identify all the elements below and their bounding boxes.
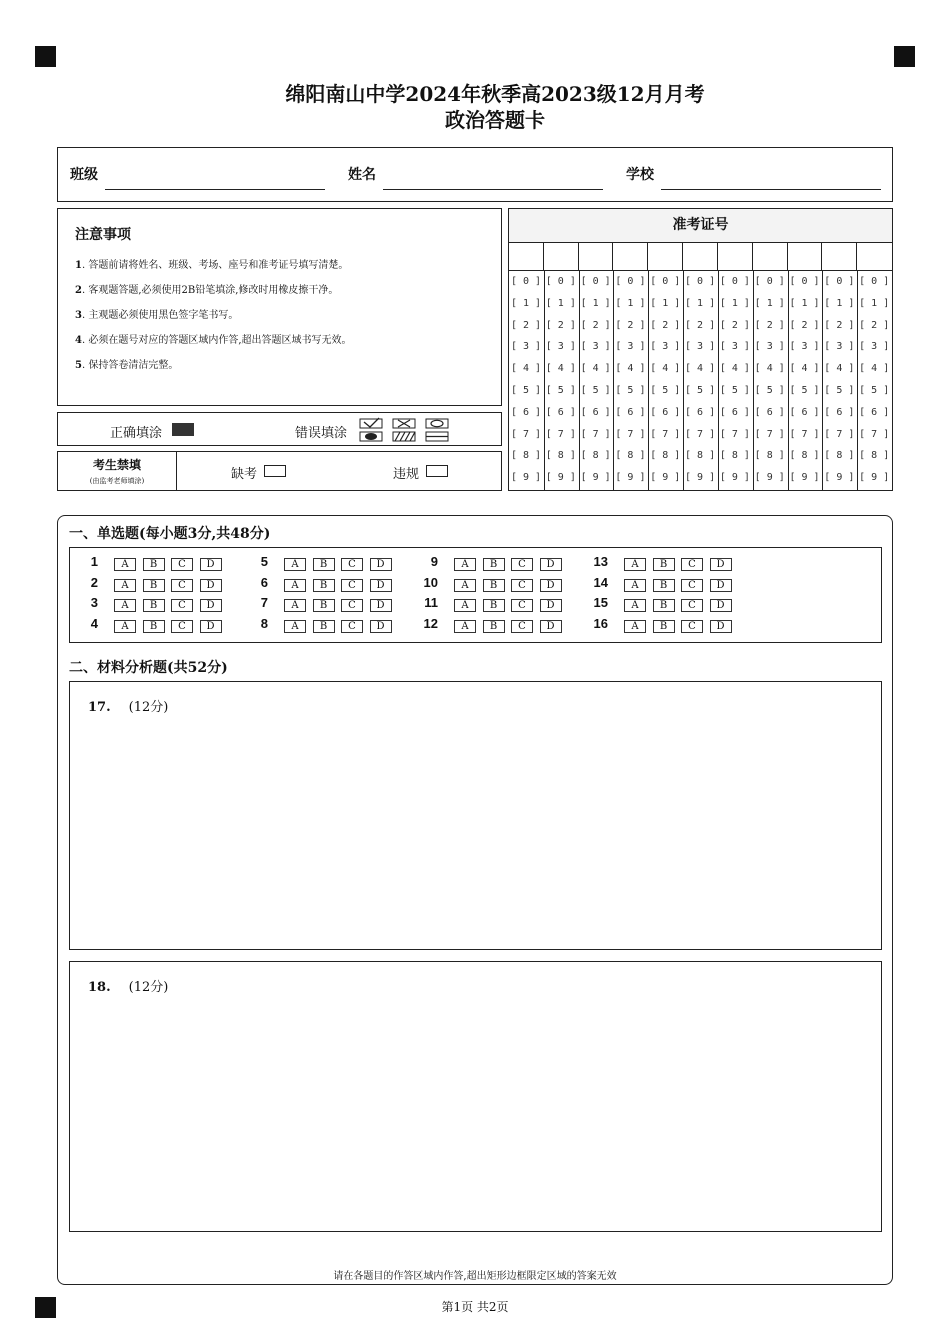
answer-bubble[interactable]: B bbox=[483, 558, 505, 571]
answer-bubble[interactable]: B bbox=[653, 620, 675, 633]
exam-id-bubble[interactable]: [ 8 ] bbox=[580, 450, 611, 462]
exam-id-write-cell[interactable] bbox=[822, 243, 857, 271]
answer-bubble[interactable]: A bbox=[284, 579, 306, 592]
answer-bubble[interactable]: C bbox=[171, 599, 193, 612]
answer-bubble[interactable]: B bbox=[653, 599, 675, 612]
section1-title: 一、单选题(每小题3分,共48分) bbox=[69, 526, 271, 542]
answer-bubble[interactable]: A bbox=[284, 558, 306, 571]
exam-id-bubble[interactable]: [ 1 ] bbox=[754, 297, 785, 309]
exam-id-bubble[interactable]: [ 1 ] bbox=[685, 297, 716, 309]
exam-id-bubble[interactable]: [ 5 ] bbox=[545, 385, 576, 396]
exam-id-bubble[interactable]: [ 2 ] bbox=[789, 319, 820, 331]
answer-bubble[interactable]: B bbox=[143, 558, 165, 571]
question-number: 14 bbox=[593, 574, 608, 590]
answer-bubble[interactable]: D bbox=[200, 620, 222, 633]
exam-id-bubble[interactable]: [ 5 ] bbox=[789, 385, 820, 396]
exam-id-bubble[interactable]: [ 0 ] bbox=[859, 276, 890, 287]
answer-bubble[interactable]: D bbox=[710, 620, 732, 633]
page-number: 第1页 共2页 bbox=[441, 1300, 509, 1314]
exam-id-bubble[interactable]: [ 3 ] bbox=[650, 341, 681, 353]
exam-id-bubble[interactable]: [ 6 ] bbox=[754, 406, 785, 418]
exam-id-bubble[interactable]: [ 3 ] bbox=[789, 341, 820, 353]
restricted-box bbox=[57, 451, 502, 491]
name-field[interactable] bbox=[383, 189, 603, 190]
corner-marker-top-left bbox=[35, 46, 56, 67]
exam-id-bubble[interactable]: [ 5 ] bbox=[510, 385, 542, 396]
exam-id-bubble[interactable]: [ 0 ] bbox=[650, 276, 681, 287]
answer-bubble[interactable]: B bbox=[313, 620, 335, 633]
answer-bubble[interactable]: D bbox=[200, 558, 222, 571]
note-item-4: 4. 必须在题号对应的答题区域内作答,超出答题区域书写无效。 bbox=[75, 335, 352, 346]
exam-id-bubble[interactable]: [ 7 ] bbox=[615, 428, 646, 440]
answer-bubble[interactable]: C bbox=[171, 620, 193, 633]
exam-id-bubble[interactable]: [ 0 ] bbox=[510, 276, 542, 287]
answer-bubble[interactable]: A bbox=[114, 599, 136, 612]
name-label: 姓名 bbox=[348, 167, 376, 183]
section2-title: 二、材料分析题(共52分) bbox=[69, 660, 228, 676]
question-number: 16 bbox=[593, 615, 608, 631]
exam-id-bubble[interactable]: [ 4 ] bbox=[510, 363, 542, 375]
exam-id-bubble[interactable]: [ 6 ] bbox=[685, 406, 716, 418]
exam-id-bubble[interactable]: [ 1 ] bbox=[615, 297, 646, 309]
exam-id-write-cell[interactable] bbox=[579, 243, 614, 271]
exam-id-bubble[interactable]: [ 5 ] bbox=[754, 385, 785, 396]
exam-id-bubble[interactable]: [ 2 ] bbox=[685, 319, 716, 331]
exam-id-bubble[interactable]: [ 3 ] bbox=[580, 341, 611, 353]
question-number: 3 bbox=[90, 595, 98, 610]
exam-id-bubble[interactable]: [ 4 ] bbox=[789, 363, 820, 375]
answer-bubble[interactable]: D bbox=[370, 599, 392, 612]
answer-bubble[interactable]: B bbox=[143, 620, 165, 633]
exam-id-bubble[interactable]: [ 8 ] bbox=[650, 450, 681, 462]
exam-id-write-cell[interactable] bbox=[718, 243, 753, 271]
exam-id-bubble[interactable]: [ 8 ] bbox=[685, 450, 716, 462]
exam-id-bubble[interactable]: [ 1 ] bbox=[580, 297, 611, 309]
q17-answer-box[interactable] bbox=[69, 681, 882, 950]
exam-id-bubble[interactable]: [ 5 ] bbox=[719, 385, 750, 396]
note-item-5: 5. 保持答卷清洁完整。 bbox=[75, 360, 179, 371]
exam-id-box bbox=[508, 208, 893, 491]
exam-id-bubble[interactable]: [ 7 ] bbox=[754, 428, 785, 440]
exam-id-bubble[interactable]: [ 1 ] bbox=[859, 297, 890, 309]
exam-id-bubble[interactable]: [ 4 ] bbox=[580, 363, 611, 375]
exam-id-bubble[interactable]: [ 2 ] bbox=[824, 319, 855, 331]
exam-id-bubble[interactable]: [ 7 ] bbox=[545, 428, 576, 440]
exam-id-bubble[interactable]: [ 5 ] bbox=[580, 385, 611, 396]
exam-id-bubble[interactable]: [ 7 ] bbox=[719, 428, 750, 440]
exam-id-bubble[interactable]: [ 0 ] bbox=[615, 276, 646, 287]
absent-checkbox[interactable] bbox=[264, 465, 286, 477]
exam-id-bubble[interactable]: [ 3 ] bbox=[510, 341, 542, 353]
exam-id-bubble[interactable]: [ 1 ] bbox=[824, 297, 855, 309]
exam-id-bubble[interactable]: [ 4 ] bbox=[650, 363, 681, 375]
exam-id-bubble[interactable]: [ 1 ] bbox=[789, 297, 820, 309]
violation-checkbox[interactable] bbox=[426, 465, 448, 477]
question-number: 11 bbox=[424, 595, 438, 610]
absent-label: 缺考 bbox=[231, 467, 258, 482]
exam-id-bubble[interactable]: [ 7 ] bbox=[650, 428, 681, 440]
footer-notice: 请在各题目的作答区域内作答,超出矩形边框限定区域的答案无效 bbox=[333, 1271, 617, 1282]
class-field[interactable] bbox=[105, 189, 325, 190]
answer-bubble[interactable]: C bbox=[511, 620, 533, 633]
q17-label: 17. (12分) bbox=[88, 700, 169, 715]
exam-id-bubble[interactable]: [ 0 ] bbox=[685, 276, 716, 287]
answer-bubble[interactable]: D bbox=[710, 558, 732, 571]
answer-bubble[interactable]: C bbox=[341, 599, 363, 612]
answer-bubble[interactable]: B bbox=[483, 599, 505, 612]
exam-id-bubble[interactable]: [ 9 ] bbox=[685, 472, 716, 484]
question-number: 4 bbox=[90, 615, 98, 631]
answer-bubble[interactable]: D bbox=[710, 579, 732, 592]
answer-bubble[interactable]: B bbox=[143, 579, 165, 592]
exam-id-bubble[interactable]: [ 3 ] bbox=[754, 341, 785, 353]
exam-id-bubble[interactable]: [ 7 ] bbox=[510, 428, 542, 440]
question-number: 5 bbox=[260, 554, 268, 569]
answer-bubble[interactable]: A bbox=[454, 558, 476, 571]
exam-id-bubble[interactable]: [ 2 ] bbox=[650, 319, 681, 331]
exam-id-bubble[interactable]: [ 9 ] bbox=[650, 472, 681, 484]
exam-id-bubble[interactable]: [ 4 ] bbox=[754, 363, 785, 375]
question-number: 6 bbox=[260, 574, 268, 590]
answer-bubble[interactable]: B bbox=[653, 558, 675, 571]
wrong-fill-label: 错误填涂 bbox=[295, 426, 348, 441]
exam-id-bubble[interactable]: [ 6 ] bbox=[615, 406, 646, 418]
question-number: 9 bbox=[430, 554, 438, 569]
exam-id-bubble[interactable]: [ 8 ] bbox=[859, 450, 890, 462]
exam-id-write-cell[interactable] bbox=[788, 243, 823, 271]
exam-id-bubble[interactable]: [ 7 ] bbox=[824, 428, 855, 440]
answer-bubble[interactable]: B bbox=[483, 620, 505, 633]
exam-id-write-cell[interactable] bbox=[753, 243, 788, 271]
exam-id-bubble[interactable]: [ 2 ] bbox=[859, 319, 890, 331]
exam-id-bubble[interactable]: [ 5 ] bbox=[650, 385, 681, 396]
exam-id-bubble[interactable]: [ 9 ] bbox=[789, 472, 820, 484]
exam-id-bubble[interactable]: [ 2 ] bbox=[545, 319, 576, 331]
answer-bubble[interactable]: D bbox=[540, 579, 562, 592]
exam-id-bubble[interactable]: [ 1 ] bbox=[545, 297, 576, 309]
exam-id-bubble[interactable]: [ 6 ] bbox=[789, 406, 820, 418]
exam-id-bubble[interactable]: [ 0 ] bbox=[545, 276, 576, 287]
exam-id-bubble[interactable]: [ 6 ] bbox=[545, 406, 576, 418]
fill-example-box bbox=[57, 412, 502, 446]
answer-bubble[interactable]: A bbox=[454, 579, 476, 592]
notes-heading: 注意事项 bbox=[75, 227, 131, 243]
answer-bubble[interactable]: A bbox=[624, 558, 646, 571]
answer-bubble[interactable]: A bbox=[284, 599, 306, 612]
exam-id-bubble[interactable]: [ 6 ] bbox=[719, 406, 750, 418]
exam-id-bubble[interactable]: [ 2 ] bbox=[719, 319, 750, 331]
answer-bubble[interactable]: C bbox=[341, 620, 363, 633]
answer-bubble[interactable]: A bbox=[624, 599, 646, 612]
exam-id-bubble[interactable]: [ 8 ] bbox=[789, 450, 820, 462]
exam-id-bubble[interactable]: [ 4 ] bbox=[719, 363, 750, 375]
answer-bubble[interactable]: C bbox=[681, 558, 703, 571]
question-number: 15 bbox=[593, 595, 608, 610]
answer-bubble[interactable]: C bbox=[681, 620, 703, 633]
exam-id-bubble[interactable]: [ 1 ] bbox=[510, 297, 542, 309]
question-number: 8 bbox=[260, 615, 268, 631]
exam-id-write-cell[interactable] bbox=[509, 243, 544, 271]
school-label: 学校 bbox=[626, 167, 654, 183]
exam-id-bubble[interactable]: [ 7 ] bbox=[859, 428, 890, 440]
answer-bubble[interactable]: C bbox=[171, 579, 193, 592]
answer-bubble[interactable]: A bbox=[624, 579, 646, 592]
answer-bubble[interactable]: C bbox=[341, 579, 363, 592]
exam-id-bubble[interactable]: [ 7 ] bbox=[789, 428, 820, 440]
exam-id-bubble[interactable]: [ 9 ] bbox=[824, 472, 855, 484]
school-field[interactable] bbox=[661, 189, 881, 190]
exam-id-bubble[interactable]: [ 3 ] bbox=[545, 341, 576, 353]
exam-id-bubble[interactable]: [ 8 ] bbox=[510, 450, 542, 462]
exam-id-bubble[interactable]: [ 6 ] bbox=[580, 406, 611, 418]
question-number: 2 bbox=[90, 574, 98, 590]
exam-id-bubble[interactable]: [ 6 ] bbox=[824, 406, 855, 418]
answer-bubble[interactable]: C bbox=[681, 579, 703, 592]
corner-marker-top-right bbox=[894, 46, 915, 67]
exam-id-bubble[interactable]: [ 1 ] bbox=[650, 297, 681, 309]
exam-id-bubble[interactable]: [ 0 ] bbox=[754, 276, 785, 287]
answer-bubble[interactable]: D bbox=[370, 558, 392, 571]
exam-id-bubble[interactable]: [ 3 ] bbox=[824, 341, 855, 353]
answer-bubble[interactable]: D bbox=[200, 579, 222, 592]
answer-bubble[interactable]: D bbox=[540, 620, 562, 633]
answer-bubble[interactable]: D bbox=[200, 599, 222, 612]
exam-id-bubble[interactable]: [ 7 ] bbox=[580, 428, 611, 440]
exam-id-bubble[interactable]: [ 6 ] bbox=[510, 406, 542, 418]
answer-bubble[interactable]: C bbox=[681, 599, 703, 612]
answer-bubble[interactable]: C bbox=[341, 558, 363, 571]
exam-id-bubble[interactable]: [ 9 ] bbox=[580, 472, 611, 484]
correct-fill-sample bbox=[172, 423, 194, 436]
answer-bubble[interactable]: C bbox=[511, 599, 533, 612]
exam-id-bubble[interactable]: [ 5 ] bbox=[824, 385, 855, 396]
restricted-subtitle: (由监考老师填涂) bbox=[89, 477, 145, 485]
exam-id-bubble[interactable]: [ 3 ] bbox=[615, 341, 646, 353]
exam-id-bubble[interactable]: [ 9 ] bbox=[510, 472, 542, 484]
exam-id-bubble[interactable]: [ 8 ] bbox=[824, 450, 855, 462]
restricted-title: 考生禁填 bbox=[92, 458, 141, 472]
exam-id-bubble[interactable]: [ 2 ] bbox=[754, 319, 785, 331]
answer-bubble[interactable]: D bbox=[540, 558, 562, 571]
exam-id-write-cell[interactable] bbox=[544, 243, 579, 271]
exam-id-write-cell[interactable] bbox=[613, 243, 648, 271]
exam-id-bubble[interactable]: [ 4 ] bbox=[685, 363, 716, 375]
exam-id-write-cell[interactable] bbox=[648, 243, 683, 271]
exam-id-bubble[interactable]: [ 6 ] bbox=[859, 406, 890, 418]
page-subtitle: 政治答题卡 bbox=[445, 108, 545, 132]
exam-id-bubble[interactable]: [ 1 ] bbox=[719, 297, 750, 309]
answer-bubble[interactable]: D bbox=[710, 599, 732, 612]
exam-id-write-cell[interactable] bbox=[683, 243, 718, 271]
exam-id-bubble[interactable]: [ 3 ] bbox=[685, 341, 716, 353]
exam-id-bubble[interactable]: [ 4 ] bbox=[615, 363, 646, 375]
answer-bubble[interactable]: B bbox=[313, 558, 335, 571]
page-title: 绵阳南山中学2024年秋季高2023级12月月考 bbox=[285, 82, 705, 106]
answer-area bbox=[57, 515, 893, 1285]
exam-id-bubble[interactable]: [ 5 ] bbox=[685, 385, 716, 396]
class-label: 班级 bbox=[70, 167, 98, 183]
answer-bubble[interactable]: A bbox=[454, 599, 476, 612]
answer-bubble[interactable]: A bbox=[284, 620, 306, 633]
exam-id-bubble[interactable]: [ 8 ] bbox=[719, 450, 750, 462]
exam-id-bubble[interactable]: [ 9 ] bbox=[615, 472, 646, 484]
answer-bubble[interactable]: B bbox=[313, 579, 335, 592]
answer-bubble[interactable]: A bbox=[114, 579, 136, 592]
student-info-box bbox=[57, 147, 893, 202]
violation-label: 违规 bbox=[393, 467, 420, 482]
answer-bubble[interactable]: C bbox=[511, 579, 533, 592]
answer-bubble[interactable]: A bbox=[454, 620, 476, 633]
answer-bubble[interactable]: A bbox=[114, 620, 136, 633]
notes-box bbox=[57, 208, 502, 406]
exam-id-bubble[interactable]: [ 0 ] bbox=[580, 276, 611, 287]
exam-id-bubble[interactable]: [ 9 ] bbox=[545, 472, 576, 484]
q18-label: 18. (12分) bbox=[88, 980, 169, 995]
answer-bubble[interactable]: C bbox=[171, 558, 193, 571]
answer-bubble[interactable]: D bbox=[370, 579, 392, 592]
question-number: 1 bbox=[90, 554, 98, 569]
exam-id-bubble[interactable]: [ 3 ] bbox=[719, 341, 750, 353]
exam-id-bubble[interactable]: [ 4 ] bbox=[824, 363, 855, 375]
exam-id-bubble[interactable]: [ 2 ] bbox=[615, 319, 646, 331]
mcq-grid bbox=[69, 547, 882, 643]
q18-answer-box[interactable] bbox=[69, 961, 882, 1232]
note-item-3: 3. 主观题必须使用黑色签字笔书写。 bbox=[75, 310, 239, 321]
question-number: 12 bbox=[423, 615, 438, 631]
exam-id-title: 准考证号 bbox=[509, 209, 892, 243]
exam-id-bubble[interactable]: [ 8 ] bbox=[754, 450, 785, 462]
answer-bubble[interactable]: D bbox=[540, 599, 562, 612]
exam-id-bubble[interactable]: [ 7 ] bbox=[685, 428, 716, 440]
correct-fill-label: 正确填涂 bbox=[110, 426, 163, 441]
wrong-fill-samples-icon bbox=[358, 417, 453, 443]
answer-bubble[interactable]: B bbox=[143, 599, 165, 612]
exam-id-bubble[interactable]: [ 2 ] bbox=[510, 319, 542, 331]
exam-id-bubble[interactable]: [ 8 ] bbox=[545, 450, 576, 462]
exam-id-bubble[interactable]: [ 3 ] bbox=[859, 341, 890, 353]
question-number: 10 bbox=[423, 574, 438, 590]
exam-id-bubble[interactable]: [ 0 ] bbox=[789, 276, 820, 287]
answer-bubble[interactable]: B bbox=[483, 579, 505, 592]
answer-bubble[interactable]: B bbox=[653, 579, 675, 592]
note-item-2: 2. 客观题答题,必须使用2B铅笔填涂,修改时用橡皮擦干净。 bbox=[75, 285, 339, 296]
exam-id-bubble[interactable]: [ 6 ] bbox=[650, 406, 681, 418]
exam-id-bubble[interactable]: [ 0 ] bbox=[824, 276, 855, 287]
exam-id-bubble[interactable]: [ 8 ] bbox=[615, 450, 646, 462]
exam-id-bubble[interactable]: [ 5 ] bbox=[859, 385, 890, 396]
exam-id-bubble[interactable]: [ 9 ] bbox=[719, 472, 750, 484]
exam-id-bubble[interactable]: [ 2 ] bbox=[580, 319, 611, 331]
question-number: 7 bbox=[260, 595, 268, 610]
answer-bubble[interactable]: D bbox=[370, 620, 392, 633]
exam-id-bubble[interactable]: [ 4 ] bbox=[545, 363, 576, 375]
note-item-1: 1. 答题前请将姓名、班级、考场、座号和准考证号填写清楚。 bbox=[75, 260, 349, 271]
answer-bubble[interactable]: C bbox=[511, 558, 533, 571]
answer-bubble[interactable]: A bbox=[624, 620, 646, 633]
question-number: 13 bbox=[593, 554, 608, 569]
exam-id-bubble[interactable]: [ 9 ] bbox=[859, 472, 890, 484]
exam-id-bubble[interactable]: [ 4 ] bbox=[859, 363, 890, 375]
exam-id-write-cell[interactable] bbox=[857, 243, 892, 271]
exam-id-bubble[interactable]: [ 9 ] bbox=[754, 472, 785, 484]
exam-id-bubble[interactable]: [ 5 ] bbox=[615, 385, 646, 396]
answer-bubble[interactable]: A bbox=[114, 558, 136, 571]
answer-bubble[interactable]: B bbox=[313, 599, 335, 612]
exam-id-bubble[interactable]: [ 0 ] bbox=[719, 276, 750, 287]
